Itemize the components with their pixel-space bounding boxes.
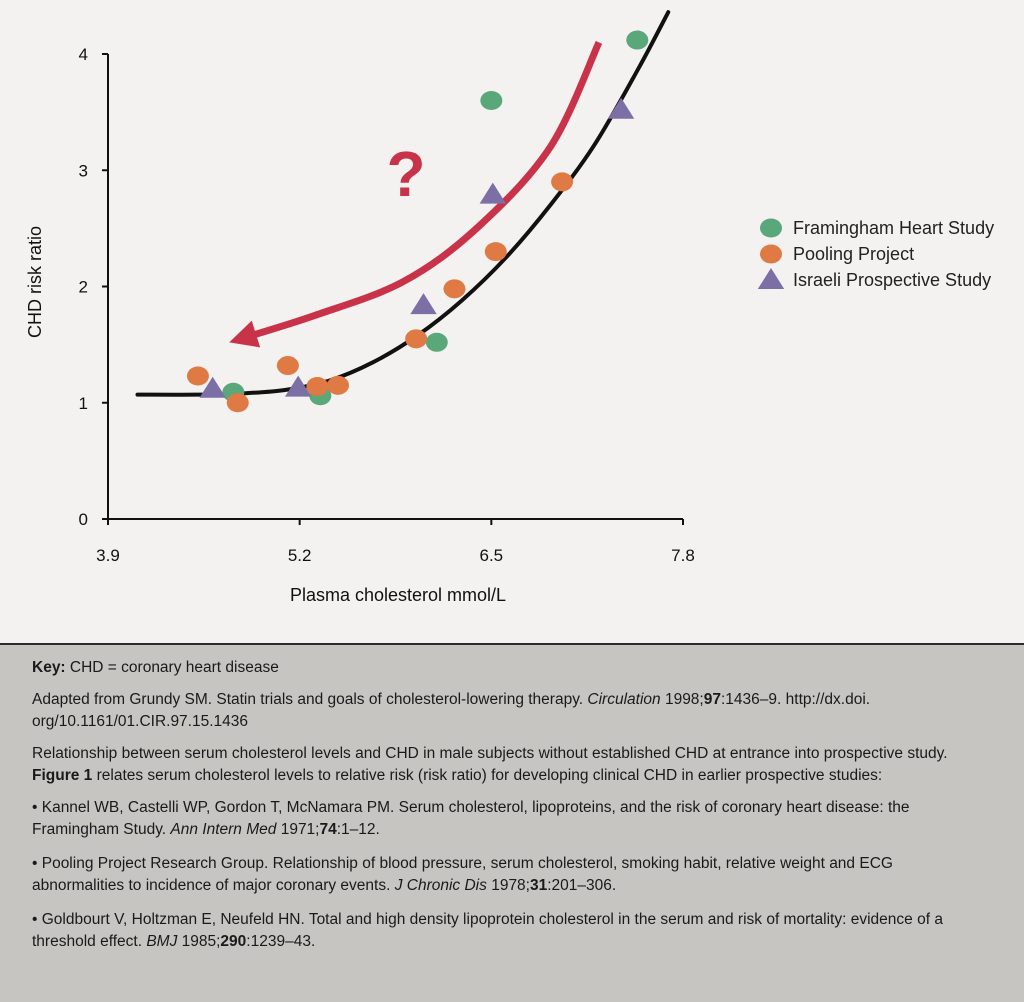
legend-marker [758,268,784,289]
y-tick-label: 1 [78,393,88,413]
adapted-year: 1998; [660,691,704,708]
data-point-pooling-project [485,242,507,261]
question-mark-annotation: ? [386,138,426,210]
legend [758,218,994,290]
ref-pages: :1–12. [336,821,380,838]
x-axis-title: Plasma cholesterol mmol/L [289,585,507,605]
ref-text: • Pooling Project Research Group. Relationship of blood pressure, serum cholesterol, smoking habit, relative weight and ECG abnormalities to incidence of major coronary events. [32,855,893,894]
caption-box [0,643,1024,1002]
ref-volume: 74 [319,821,337,838]
data-point-pooling-project [405,329,427,348]
legend-label: Israeli Prospective Study [793,270,992,290]
data-point-israeli-prospective-study [410,293,436,314]
ref-volume: 290 [220,933,247,950]
data-point-framingham-heart-study [426,333,448,352]
relation-text-end: relates serum cholesterol levels to relative risk (risk ratio) for developing clinical CHD in earlier prospective studies: [92,767,883,784]
y-tick-label: 4 [78,45,88,64]
ref-journal: BMJ [146,933,178,950]
legend-marker [760,219,782,238]
adapted-volume: 97 [703,691,721,708]
reference-item [32,797,988,841]
ref-journal: J Chronic Dis [394,877,487,894]
ref-journal: Ann Intern Med [170,821,277,838]
arrow-head [229,321,260,348]
relation-text: Relationship between serum cholesterol levels and CHD in male subjects without established CHD at entrance into prospective study. [32,745,948,762]
figure-ref: Figure 1 [32,767,93,784]
key-paragraph [32,657,988,679]
axes [25,45,695,605]
relation-paragraph [32,743,988,787]
data-point-framingham-heart-study [480,91,502,110]
ref-pages: :201–306. [547,877,617,894]
ref-year: 1971; [276,821,320,838]
ref-volume: 31 [530,877,548,894]
data-point-pooling-project [551,172,573,191]
legend-marker [760,245,782,264]
ref-pages: :1239–43. [246,933,316,950]
x-tick-label: 3.9 [96,546,120,565]
y-tick-label: 3 [78,161,88,181]
adapted-pages: :1436–9. http://dx.doi. org/10.1161/01.CIR.97.15.1436 [32,691,871,730]
data-point-pooling-project [277,356,299,375]
x-tick-label: 5.2 [287,546,312,565]
data-point-israeli-prospective-study [480,183,506,204]
data-point-pooling-project [443,279,465,298]
data-point-framingham-heart-study [626,31,648,50]
data-point-israeli-prospective-study [608,98,634,119]
ref-text: • Goldbourt V, Holtzman E, Neufeld HN. Total and high density lipoprotein cholesterol in the serum and risk of mortality: evidence of a threshold effect. [32,911,943,950]
data-point-pooling-project [227,393,249,412]
ref-text: • Kannel WB, Castelli WP, Gordon T, McNamara PM. Serum cholesterol, lipoproteins, and the risk of coronary heart disease: the Framingham Study. [32,799,910,838]
adapted-text: Adapted from Grundy SM. Statin trials and goals of cholesterol-lowering therapy. [32,691,588,708]
adapted-journal: Circulation [587,691,661,708]
reference-item [32,909,988,953]
reference-item [32,853,988,897]
y-axis-title: CHD risk ratio [25,225,45,339]
ref-year: 1978; [486,877,530,894]
data-point-pooling-project [187,367,209,386]
key-label: Key: [32,659,66,676]
legend-label: Pooling Project [793,244,915,264]
x-tick-label: 7.8 [671,546,695,565]
key-text: CHD = coronary heart disease [65,659,279,676]
arrow-layer [229,42,599,347]
data-point-pooling-project [327,376,349,395]
legend-label: Framingham Heart Study [793,218,995,238]
x-tick-label: 6.5 [479,546,504,565]
y-tick-label: 0 [78,510,88,529]
adapted-paragraph [32,689,988,733]
ref-year: 1985; [177,933,221,950]
y-tick-label: 2 [78,277,88,297]
data-point-pooling-project [306,377,328,396]
